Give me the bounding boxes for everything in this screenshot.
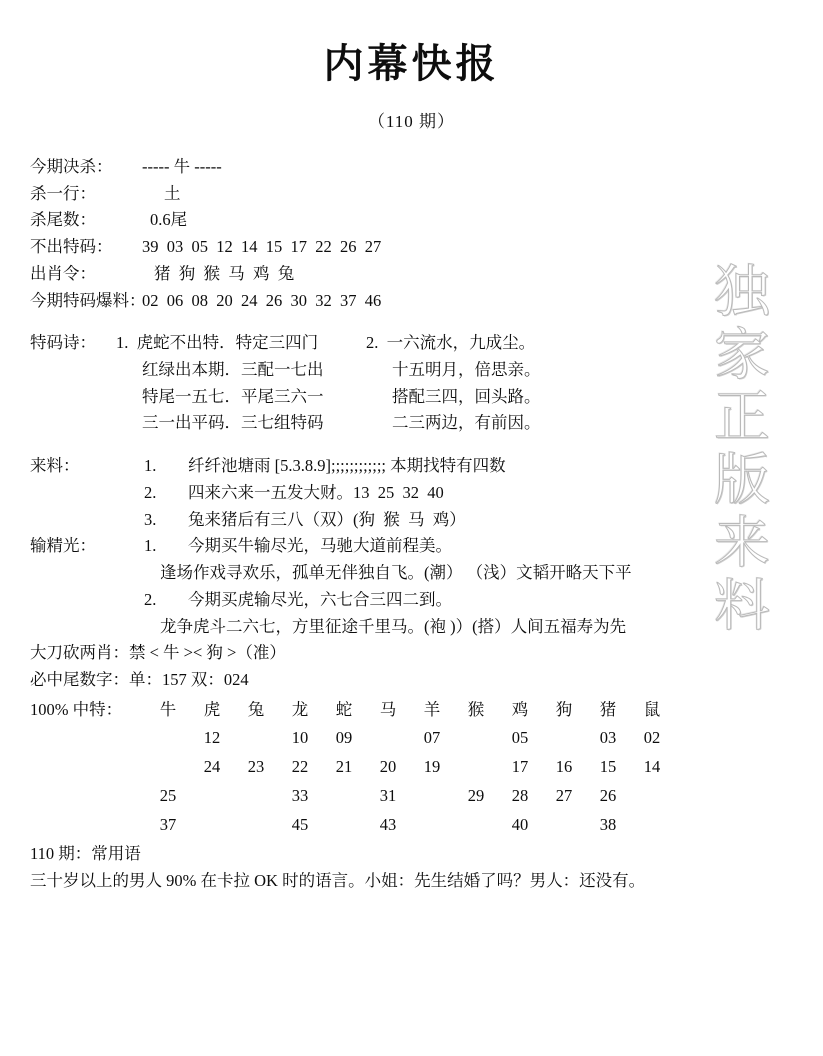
table-cell xyxy=(322,782,366,811)
section-row xyxy=(30,453,813,480)
table-cell: 03 xyxy=(599,728,617,748)
table-cell: 09 xyxy=(335,728,353,748)
info-label: 今期特码爆料： xyxy=(30,290,146,310)
poem-right: 二三两边，有前因。 xyxy=(392,413,541,433)
info-label: 不出特码： xyxy=(30,237,113,257)
item-number: 2. xyxy=(144,482,157,502)
document-page xyxy=(0,32,823,1056)
info-value: ----- 牛 ----- xyxy=(142,157,222,176)
info-label: 杀尾数： xyxy=(30,210,96,230)
section-label-spacer xyxy=(30,560,160,587)
table-cell: 25 xyxy=(159,785,177,805)
table-cell xyxy=(410,782,454,811)
zodiac-header: 马 xyxy=(379,699,397,719)
poem-left: 三一出平码．三七组特码 xyxy=(142,413,324,433)
zodiac-header: 鸡 xyxy=(511,699,529,719)
info-row-special-codes xyxy=(30,288,813,315)
table-row xyxy=(30,811,674,840)
item-number: 3. xyxy=(144,509,157,529)
footer-label: 110 期：常用语 xyxy=(30,844,141,864)
poem-label-spacer xyxy=(30,384,116,411)
table-cell: 21 xyxy=(335,757,353,777)
item-text: 兔来猪后有三八（双）(狗 猴 马 鸡） xyxy=(188,509,466,529)
table-cell xyxy=(410,811,454,840)
info-row-zodiac-order xyxy=(30,261,813,288)
table-cell xyxy=(630,782,674,811)
zodiac-header: 猪 xyxy=(599,699,617,719)
poem-label-spacer xyxy=(30,357,116,384)
table-cell xyxy=(542,811,586,840)
zodiac-header: 龙 xyxy=(291,699,309,719)
table-cell: 45 xyxy=(291,814,309,834)
table-cell xyxy=(146,724,190,753)
table-cell: 02 xyxy=(643,728,661,748)
item-text: 今期买虎输尽光，六七合三四二到。 xyxy=(188,589,452,609)
kill-label: 大刀砍两肖： xyxy=(30,643,129,663)
tail-label: 必中尾数字： xyxy=(30,669,129,689)
table-cell: 20 xyxy=(379,757,397,777)
section-label-spacer xyxy=(30,587,116,614)
poem-right: 十五明月，倍思亲。 xyxy=(392,360,541,380)
table-cell xyxy=(190,782,234,811)
table-cell: 17 xyxy=(511,757,529,777)
watermark-char: 正 xyxy=(714,385,770,451)
poem-row xyxy=(30,330,813,357)
item-text: 龙争虎斗二六七，方里征途千里马。(袍 )）(搭）人间五福寿为先 xyxy=(160,616,627,636)
section-label-spacer xyxy=(30,614,160,641)
item-text: 纤纤池塘雨 [5.3.8.9];;;;;;;;;;;; 本期找特有四数 xyxy=(188,456,506,476)
info-row-kill-line xyxy=(30,181,813,208)
section-label-spacer xyxy=(30,507,116,534)
table-cell: 12 xyxy=(203,728,221,748)
table-cell xyxy=(630,811,674,840)
zodiac-header: 猴 xyxy=(467,699,485,719)
poem-left: 红绿出本期．三配一七出 xyxy=(142,360,324,380)
document-body xyxy=(0,154,823,895)
table-cell: 22 xyxy=(291,757,309,777)
poem-row xyxy=(30,384,813,411)
page-title: 内幕快报 xyxy=(323,40,500,87)
table-cell: 28 xyxy=(511,785,529,805)
row-spacer xyxy=(30,782,146,811)
table-cell: 10 xyxy=(291,728,309,748)
table-cell: 14 xyxy=(643,757,661,777)
zodiac-header: 虎 xyxy=(203,699,221,719)
poem-right: 2. 一六流水，九成尘。 xyxy=(366,333,536,353)
table-cell: 19 xyxy=(423,757,441,777)
table-cell xyxy=(542,724,586,753)
table-row xyxy=(30,782,674,811)
table-cell: 05 xyxy=(511,728,529,748)
info-value: 0.6尾 xyxy=(150,210,188,230)
zodiac-header: 蛇 xyxy=(335,699,353,719)
section-row xyxy=(30,587,813,614)
watermark-char: 家 xyxy=(714,322,770,388)
table-row xyxy=(30,753,674,782)
section-label: 输精光： xyxy=(30,536,96,556)
zodiac-header: 兔 xyxy=(247,699,265,719)
table-cell: 15 xyxy=(599,757,617,777)
poem-label-spacer xyxy=(30,410,116,437)
section-label: 来料： xyxy=(30,456,80,476)
zodiac-header: 牛 xyxy=(159,699,177,719)
poem-right: 搭配三四，回头路。 xyxy=(392,386,541,406)
poem-row xyxy=(30,410,813,437)
table-cell: 38 xyxy=(599,814,617,834)
table-cell xyxy=(234,724,278,753)
item-number: 1. xyxy=(144,536,157,556)
table-cell xyxy=(190,811,234,840)
row-spacer xyxy=(30,811,146,840)
item-number: 2. xyxy=(144,589,157,609)
row-spacer xyxy=(30,753,146,782)
item-text: 四来六来一五发大财。13 25 32 40 xyxy=(188,482,444,502)
table-cell: 29 xyxy=(467,785,485,805)
table-cell: 37 xyxy=(159,814,177,834)
watermark-char: 独 xyxy=(714,260,770,325)
watermark-char: 来 xyxy=(714,510,770,576)
info-label: 杀一行： xyxy=(30,183,96,203)
table-cell xyxy=(234,811,278,840)
watermark-char: 版 xyxy=(714,448,770,514)
section-row xyxy=(30,533,813,560)
table-cell: 43 xyxy=(379,814,397,834)
must-hit-tail-row xyxy=(30,667,813,694)
table-row xyxy=(30,724,674,753)
info-value: 土 xyxy=(164,183,181,203)
info-value: 39 03 05 12 14 15 17 22 26 27 xyxy=(142,237,382,257)
table-cell: 23 xyxy=(247,757,265,777)
table-header-row xyxy=(30,696,674,725)
table-cell xyxy=(454,811,498,840)
table-cell: 27 xyxy=(555,785,573,805)
info-row-kill-tail xyxy=(30,207,813,234)
zodiac-header: 鼠 xyxy=(643,699,661,719)
section-row xyxy=(30,480,813,507)
poem-left: 1. 虎蛇不出特．特定三四门 xyxy=(116,333,319,353)
table-label: 100% 中特： xyxy=(30,699,123,719)
section-row xyxy=(30,560,813,587)
info-label: 今期决杀： xyxy=(30,157,113,176)
row-spacer xyxy=(30,724,146,753)
info-value: 02 06 08 20 24 26 30 32 37 46 xyxy=(142,290,382,310)
info-value: 猪 狗 猴 马 鸡 兔 xyxy=(154,263,295,283)
watermark-char: 料 xyxy=(714,573,770,639)
table-cell xyxy=(454,753,498,782)
poem-left: 特尾一五七．平尾三六一 xyxy=(142,386,324,406)
section-row xyxy=(30,614,813,641)
table-cell: 33 xyxy=(291,785,309,805)
table-cell xyxy=(454,724,498,753)
tail-value: 单：157 双：024 xyxy=(129,669,249,689)
section-label-spacer xyxy=(30,480,116,507)
zodiac-header: 羊 xyxy=(423,699,441,719)
footer-text: 三十岁以上的男人 90% 在卡拉 OK 时的语言。小姐：先生结婚了吗？男人：还没有。 xyxy=(30,870,646,890)
table-cell xyxy=(366,724,410,753)
table-cell xyxy=(146,753,190,782)
kill-value: 禁 < 牛 >< 狗 >（准） xyxy=(129,643,286,663)
poem-row xyxy=(30,357,813,384)
hit-number-table xyxy=(30,696,674,840)
info-row-excluded-codes xyxy=(30,234,813,261)
item-text: 今期买牛输尽光，马驰大道前程美。 xyxy=(188,536,452,556)
poem-label: 特码诗： xyxy=(30,333,96,353)
info-label: 出肖令： xyxy=(30,263,96,283)
table-cell: 24 xyxy=(203,757,221,777)
table-cell: 26 xyxy=(599,785,617,805)
table-cell xyxy=(234,782,278,811)
table-cell: 07 xyxy=(423,728,441,748)
item-number: 1. xyxy=(144,456,157,476)
table-cell: 40 xyxy=(511,814,529,834)
kill-two-zodiac-row xyxy=(30,640,813,667)
section-row xyxy=(30,507,813,534)
item-text: 逢场作戏寻欢乐，孤单无伴独自飞。(潮） （浅）文韬开略天下平 xyxy=(160,563,632,583)
zodiac-header: 狗 xyxy=(555,699,573,719)
table-cell xyxy=(322,811,366,840)
table-cell: 31 xyxy=(379,785,397,805)
table-cell: 16 xyxy=(555,757,573,777)
issue-number: （110 期） xyxy=(367,112,456,131)
info-row-decision xyxy=(30,154,813,181)
